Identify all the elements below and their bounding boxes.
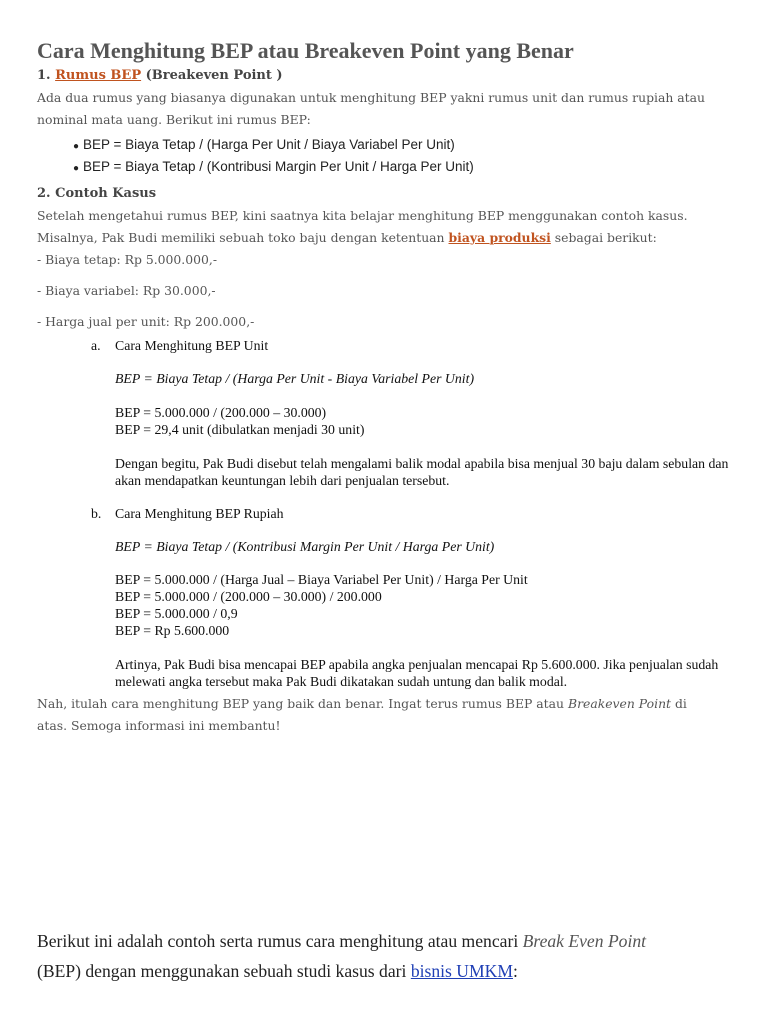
bisnis-umkm-link[interactable]: bisnis UMKM: [410, 961, 513, 981]
closing-line-1: Nah, itulah cara menghitung BEP yang baik dan benar. Ingat terus rumus BEP atau Breakeven Point di: [37, 696, 687, 711]
calc-a-formula: BEP = Biaya Tetap / (Harga Per Unit - Biaya Variabel Per Unit): [115, 371, 475, 386]
list-item: ● BEP = Biaya Tetap / (Harga Per Unit / Biaya Variabel Per Unit): [73, 134, 474, 156]
calc-a-heading: a. Cara Menghitung BEP Unit: [91, 338, 269, 353]
bullet-icon: ●: [73, 141, 80, 152]
calc-a-step-2: BEP = 29,4 unit (dibulatkan menjadi 30 unit): [115, 422, 365, 437]
variable-cost: - Biaya variabel: Rp 30.000,-: [37, 283, 216, 298]
page-title: Cara Menghitung BEP atau Breakeven Point yang Benar: [37, 38, 574, 63]
calc-b-step-2: BEP = 5.000.000 / (200.000 – 30.000) / 200.000: [115, 589, 382, 604]
closing-line-2: atas. Semoga informasi ini membantu!: [37, 718, 281, 733]
calc-a-step-1: BEP = 5.000.000 / (200.000 – 30.000): [115, 405, 327, 420]
list-item: ● BEP = Biaya Tetap / (Kontribusi Margin Per Unit / Harga Per Unit): [73, 156, 474, 178]
rumus-bep-link[interactable]: Rumus BEP: [55, 68, 142, 83]
bullet-icon: ●: [73, 163, 80, 174]
list-marker-a: a.: [91, 338, 101, 353]
calc-b-step-4: BEP = Rp 5.600.000: [115, 623, 230, 638]
section-2-heading: 2. Contoh Kasus: [37, 186, 157, 201]
calc-a-conclusion: Dengan begitu, Pak Budi disebut telah mengalami balik modal apabila bisa menjual 30 baju dalam sebulan dan akan mendapatkan keuntungan lebih dari penjualan tersebut.: [115, 456, 729, 488]
selling-price: - Harga jual per unit: Rp 200.000,-: [37, 314, 255, 329]
calc-b-heading: b. Cara Menghitung BEP Rupiah: [91, 506, 284, 521]
case-line-1: Setelah mengetahui rumus BEP, kini saatnya kita belajar menghitung BEP menggunakan contoh kasus.: [37, 208, 688, 223]
case-line-2: Misalnya, Pak Budi memiliki sebuah toko baju dengan ketentuan biaya produksi sebagai berikut:: [37, 230, 657, 245]
list-marker-b: b.: [91, 506, 102, 521]
calc-b-formula: BEP = Biaya Tetap / (Kontribusi Margin Per Unit / Harga Per Unit): [115, 539, 495, 554]
intro-line-1: Ada dua rumus yang biasanya digunakan untuk menghitung BEP yakni rumus unit dan rumus rupiah atau: [37, 90, 706, 105]
calc-b-conclusion: Artinya, Pak Budi bisa mencapai BEP apabila angka penjualan mencapai Rp 5.600.000. Jika penjualan sudah melewati angka tersebut maka Pak Budi dikatakan sudah untung dan balik modal.: [115, 657, 719, 689]
calc-b-step-3: BEP = 5.000.000 / 0,9: [115, 606, 238, 621]
section-1-heading: 1. Rumus BEP (Breakeven Point ): [37, 68, 283, 83]
bep-intro-paragraph: Berikut ini adalah contoh serta rumus cara menghitung atau mencari Break Even Point (BEP) dengan menggunakan sebuah studi kasus dari bisnis UMKM:: [37, 931, 647, 981]
biaya-produksi-link[interactable]: biaya produksi: [448, 230, 551, 245]
fixed-cost: - Biaya tetap: Rp 5.000.000,-: [37, 252, 218, 267]
intro-line-2: nominal mata uang. Berikut ini rumus BEP:: [37, 112, 311, 127]
formula-list: [73, 134, 474, 178]
calc-b-step-1: BEP = 5.000.000 / (Harga Jual – Biaya Variabel Per Unit) / Harga Per Unit: [115, 572, 528, 587]
